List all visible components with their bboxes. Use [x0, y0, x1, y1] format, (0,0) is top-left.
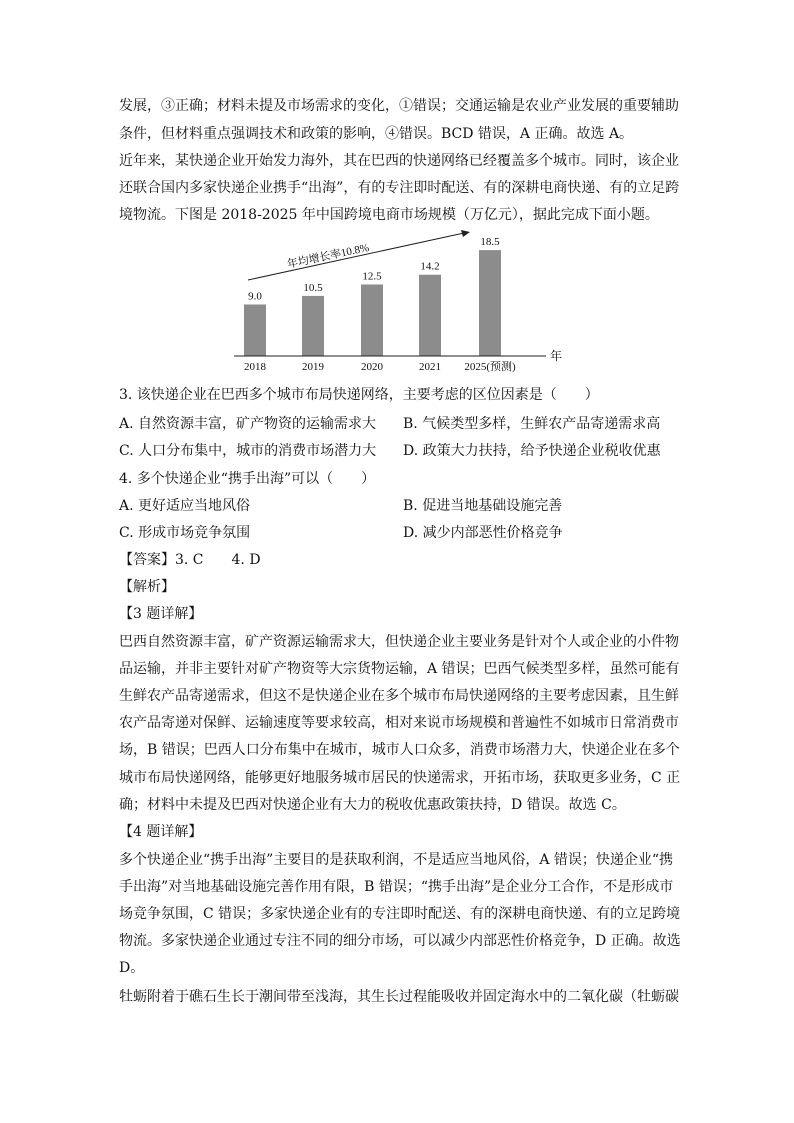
trend-arrow-head — [461, 230, 470, 237]
chart-value-label: 14.2 — [420, 260, 440, 273]
growth-rate-annotation: 年均增长率10.8% — [286, 241, 371, 271]
q3-detail-heading: 【3 题详解】 — [119, 606, 203, 622]
next-passage-line: 牡蛎附着于礁石生长于潮间带至浅海，其生长过程能吸收并固定海水中的二氧化碳（牡蛎碳 — [119, 989, 679, 1005]
chart-x-tick-label: 2019 — [302, 361, 324, 373]
q3-stem: 3. 该快递企业在巴西多个城市布局快递网络，主要考虑的区位因素是（ ） — [119, 387, 599, 403]
q3-detail-line: 确；材料中未提及巴西对快递企业有大力的税收优惠政策扶持，D 错误。故选 C。 — [119, 797, 626, 813]
chart-x-tick-label: 2020 — [361, 361, 383, 373]
chart-x-tick-label: 2018 — [244, 361, 266, 373]
answer-line: 【答案】3. C 4. D — [119, 552, 261, 568]
chart-bar — [361, 284, 383, 356]
q4-option-a: A. 更好适应当地风俗 — [119, 498, 251, 514]
chart-value-label: 12.5 — [362, 270, 382, 283]
chart-value-label: 9.0 — [248, 290, 262, 303]
analysis-heading: 【解析】 — [119, 579, 175, 595]
q3-detail-line: 生鲜农产品寄递需求，但这不是快递企业在多个城市布局快递网络的主要考虑因素，且生鲜 — [119, 688, 679, 704]
q4-detail-line: D。 — [119, 960, 145, 976]
intro-line-5: 境物流。下图是 2018-2025 年中国跨境电商市场规模（万亿元），据此完成下面小题。 — [119, 207, 659, 223]
q3-option-d: D. 政策大力扶持，给予快递企业税收优惠 — [403, 443, 661, 459]
chart-x-tick-label: 2025(预测) — [464, 361, 516, 373]
chart-bar — [244, 304, 266, 356]
q4-detail-line: 手出海”对当地基础设施完善作用有限，B 错误；“携手出海”是企业分工合作，不是形成市 — [119, 879, 674, 895]
q3-detail-line: 城市布局快递网络，能够更好地服务城市居民的快递需求，开拓市场，获取更多业务，C 正 — [119, 770, 681, 786]
q3-detail-line: 场，B 错误；巴西人口分布集中在城市，城市人口众多，消费市场潜力大，快递企业在多个 — [119, 742, 680, 758]
q4-stem: 4. 多个快递企业“携手出海”可以（ ） — [119, 471, 376, 487]
q4-detail-heading: 【4 题详解】 — [119, 824, 203, 840]
intro-line-1: 发展，③正确；材料未提及市场需求的变化，①错误；交通运输是农业产业发展的重要辅助 — [119, 98, 679, 114]
chart-bar — [419, 275, 441, 356]
q3-detail-line: 农产品寄递对保鲜、运输速度等要求较高，相对来说市场规模和普遍性不如城市日常消费市 — [119, 715, 679, 731]
chart-value-label: 18.5 — [480, 236, 500, 249]
chart-x-tick-label: 2021 — [419, 361, 441, 373]
intro-line-4: 还联合国内多家快递企业携手“出海”，有的专注即时配送、有的深耕电商快递、有的立足跨 — [119, 180, 680, 196]
q3-detail-line: 品运输，并非主要针对矿产物资等大宗货物运输，A 错误；巴西气候类型多样，虽然可能有 — [119, 661, 680, 677]
market-size-bar-chart — [228, 230, 568, 378]
q4-option-b: B. 促进当地基础设施完善 — [403, 498, 563, 514]
q4-option-d: D. 减少内部恶性价格竞争 — [403, 525, 563, 541]
q4-detail-line: 多个快递企业“携手出海”主要目的是获取利润，不是适应当地风俗，A 错误；快递企业“携 — [119, 852, 674, 868]
q3-option-c: C. 人口分布集中，城市的消费市场潜力大 — [119, 443, 377, 459]
q4-detail-line: 场竞争氛围，C 错误；多家快递企业有的专注即时配送、有的深耕电商快递、有的立足跨境 — [119, 906, 681, 922]
chart-bar — [479, 250, 501, 356]
q3-detail-line: 巴西自然资源丰富，矿产资源运输需求大，但快递企业主要业务是针对个人或企业的小件物 — [119, 634, 679, 650]
chart-bar — [302, 296, 324, 356]
q4-detail-line: 物流。多家快递企业通过专注不同的细分市场，可以减少内部恶性价格竞争，D 正确。故选 — [119, 933, 681, 949]
q3-option-a: A. 自然资源丰富，矿产物资的运输需求大 — [119, 416, 377, 432]
intro-line-2: 条件，但材料重点强调技术和政策的影响，④错误。BCD 错误，A 正确。故选 A。 — [119, 126, 634, 142]
intro-line-3: 近年来，某快递企业开始发力海外，其在巴西的快递网络已经覆盖多个城市。同时，该企业 — [119, 153, 679, 169]
chart-x-axis-label: 年 — [550, 349, 563, 363]
chart-value-label: 10.5 — [303, 281, 323, 294]
q4-option-c: C. 形成市场竞争氛围 — [119, 525, 251, 541]
q3-option-b: B. 气候类型多样，生鲜农产品寄递需求高 — [403, 416, 661, 432]
